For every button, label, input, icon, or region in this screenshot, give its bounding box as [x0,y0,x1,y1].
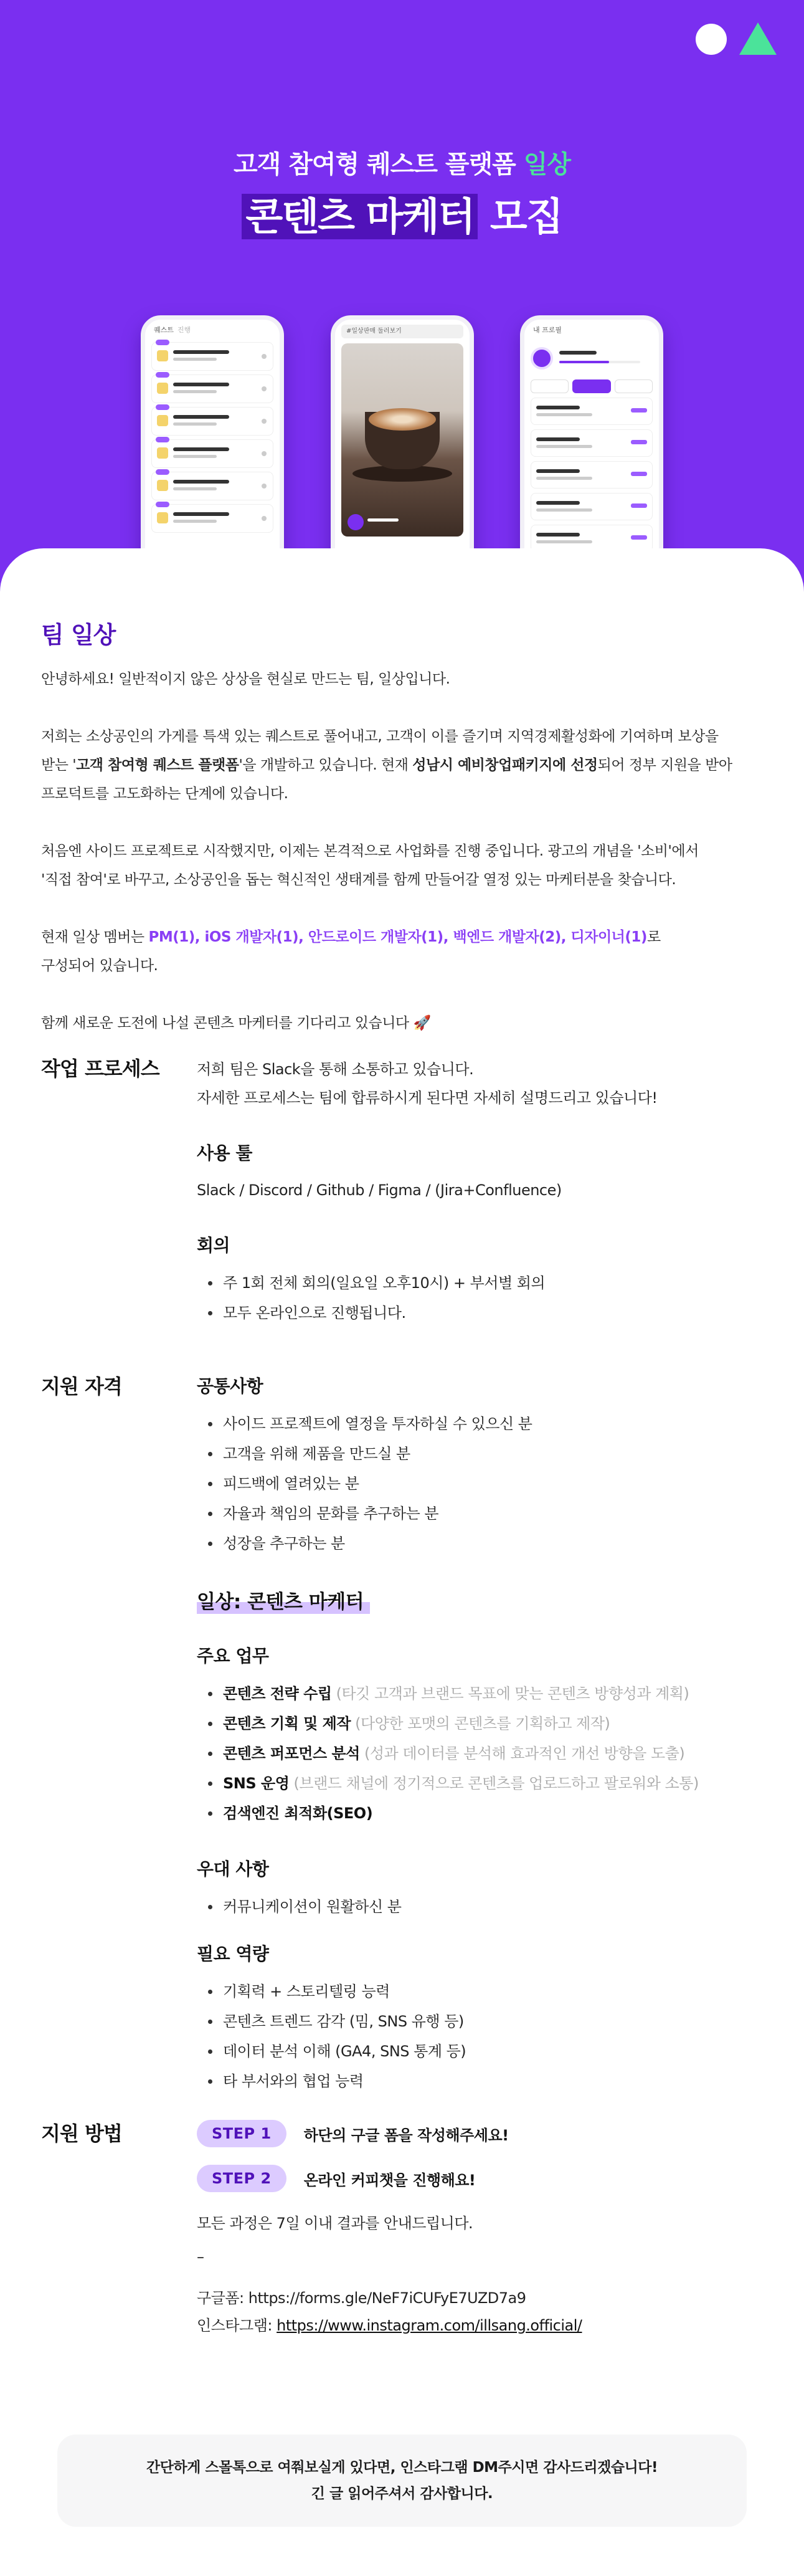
list-item: 고객을 위해 제품을 만드실 분 [197,1439,763,1469]
process-section [41,1055,763,1328]
instagram-line [197,2312,763,2339]
duty-detail: (다양한 포맷의 콘텐츠를 기획하고 제작) [351,1715,610,1732]
close-icon [262,516,267,521]
level-progress-bar [559,361,640,363]
hero-subtitle-text: 고객 참여형 퀘스트 플랫폼 [233,150,524,179]
meeting-list [197,1268,763,1328]
logo-triangle-icon [739,22,777,55]
hero-title-suffix: 모집 [478,194,562,239]
intro-paragraph [41,751,763,780]
list-item: 모두 온라인으로 진행됩니다. [197,1298,763,1328]
profile-summary [531,343,653,374]
list-item: 성장을 추구하는 분 [197,1529,763,1558]
duty-title: 검색엔진 최적화(SEO) [223,1805,373,1822]
list-item [197,1679,763,1709]
duty-detail: (브랜드 채널에 정기적으로 콘텐츠를 업로드하고 팔로워와 소통) [289,1775,699,1792]
preferred-heading: 우대 사항 [197,1859,269,1879]
close-icon [262,419,267,424]
skills-heading: 필요 역량 [197,1944,269,1964]
qualifications-label: 지원 자격 [41,1375,122,1398]
profile-tabs [531,379,653,393]
instagram-label: 인스타그램: [197,2317,277,2334]
list-item: 피드백에 열려있는 분 [197,1469,763,1499]
team-intro [41,665,763,1038]
instagram-link[interactable]: https://www.instagram.com/illsang.official/ [277,2317,582,2334]
list-item: 콘텐츠 트렌드 감각 (밈, SNS 유행 등) [197,2006,763,2036]
list-item: 자율과 책임의 문화를 추구하는 분 [197,1499,763,1529]
duties-heading: 주요 업무 [197,1646,269,1666]
separator-dash: – [197,2248,204,2266]
intro-paragraph: 프로덕트를 고도화하는 단계에 있습니다. [41,786,288,802]
avatar [348,514,364,530]
intro-paragraph: 안녕하세요! 일반적이지 않은 상상을 현실로 만드는 팀, 일상입니다. [41,671,450,687]
step-row [197,2120,763,2147]
apply-notice: 모든 과정은 7일 이내 결과를 안내드립니다. [197,2215,473,2232]
preferred-list [197,1892,763,1922]
step-badge: STEP 2 [197,2165,286,2192]
google-form-line [197,2284,763,2312]
list-item: 커뮤니케이션이 원활하신 분 [197,1892,763,1922]
phone-profile-header: 내 프로필 [533,326,562,334]
avatar [531,347,553,370]
intro-text: 로 [646,929,661,945]
intro-text: 받는 ' [41,757,77,773]
quest-badge-icon [157,350,168,361]
intro-paragraph: 저희는 소상공인의 가게를 특색 있는 퀘스트로 풀어내고, 고객이 이를 즐기며 지역경제활성화에 기여하며 보상을 [41,728,719,745]
step-badge: STEP 1 [197,2120,286,2147]
list-item: 사이드 프로젝트에 열정을 투자하실 수 있으신 분 [197,1409,763,1439]
intro-bold-text: 성남시 예비창업패키지에 선정 [412,757,598,773]
list-item: 주 1회 전체 회의(일요일 오후10시) + 부서별 회의 [197,1268,763,1298]
reward-card [531,493,653,520]
hero-subtitle [0,145,804,180]
phone-mockup-feed [331,315,474,577]
process-line: 자세한 프로세스는 팀에 합류하시게 된다면 자세히 설명드리고 있습니다! [197,1089,658,1107]
step-row [197,2165,763,2192]
tools-heading: 사용 툴 [197,1143,252,1163]
intro-bold-text: 고객 참여형 퀘스트 플랫폼 [76,757,239,773]
quest-badge-icon [157,447,168,459]
close-icon [262,451,267,456]
quest-card [151,439,273,468]
duty-title: SNS 운영 [223,1775,290,1792]
meeting-heading: 회의 [197,1235,230,1256]
tools-list: Slack / Discord / Github / Figma / (Jira+Confluence) [197,1181,562,1199]
list-item [197,1709,763,1739]
footer-note [57,2435,747,2527]
quest-badge-icon [157,383,168,394]
google-form-label: 구글폼: [197,2289,248,2307]
quest-card [151,407,273,436]
duty-title: 콘텐츠 퍼포먼스 분석 [223,1745,360,1762]
apply-label: 지원 방법 [41,2122,122,2145]
duty-detail: (성과 데이터를 분석해 효과적인 개선 방향을 도출) [359,1745,685,1762]
phone-quests-header [145,320,280,338]
reward-card [531,461,653,489]
list-item [197,1739,763,1768]
main-content [0,548,804,2576]
process-label: 작업 프로세스 [41,1057,159,1080]
list-item [197,1798,763,1828]
list-item [197,1768,763,1798]
skills-list [197,1977,763,2096]
quest-badge-icon [157,415,168,426]
qualifications-section [41,1373,763,2096]
intro-text: 되어 정부 지원을 받아 [597,757,732,773]
duty-title: 콘텐츠 전략 수립 [223,1685,332,1702]
hero-title-highlight: 콘텐츠 마케터 [242,194,478,239]
footer-line: 간단하게 스몰톡으로 여쭤보실게 있다면, 인스타그램 DM주시면 감사드리겠습니다! [146,2459,658,2476]
team-heading: 팀 일상 [41,621,116,649]
step-text: 하단의 구글 폼을 작성해주세요! [303,2126,509,2144]
hero-title [0,186,804,241]
phone-mockup-quests [141,315,284,577]
hero-banner [0,0,804,623]
quest-card [151,504,273,533]
step-text: 온라인 커피챗을 진행해요! [303,2171,476,2189]
reward-card [531,398,653,425]
duty-title: 콘텐츠 기획 및 제작 [223,1715,351,1732]
process-line: 저희 팀은 Slack을 통해 소통하고 있습니다. [197,1061,474,1078]
intro-paragraph [41,923,763,952]
footer-line: 긴 글 읽어주셔서 감사합니다. [311,2486,493,2502]
reward-card [531,429,653,457]
team-members-list: PM(1), iOS 개발자(1), 안드로이드 개발자(1), 백엔드 개발자(2), 디자이너(1) [148,929,647,945]
intro-paragraph: 구성되어 있습니다. [41,958,158,974]
hero-subtitle-accent: 일상 [523,150,571,179]
list-item: 데이터 분석 이해 (GA4, SNS 통계 등) [197,2036,763,2066]
coffee-photo [341,343,463,537]
role-heading: 일상: 콘텐츠 마케터 [197,1586,370,1614]
phone-quests-title: 퀘스트 [154,326,174,334]
phone-feed-search: #일상판매 둘러보기 [341,325,463,338]
list-item: 타 부서와의 협업 능력 [197,2066,763,2096]
duties-list [197,1679,763,1828]
quest-badge-icon [157,480,168,491]
intro-paragraph: 처음엔 사이드 프로젝트로 시작했지만, 이제는 본격적으로 사업화를 진행 중입니다. 광고의 개념을 '소비'에서 [41,843,699,859]
close-icon [262,354,267,359]
quest-badge-icon [157,512,168,523]
duty-detail: (타깃 고객과 브랜드 목표에 맞는 콘텐츠 방향성과 계획) [331,1685,689,1702]
intro-text: '을 개발하고 있습니다. 현재 [239,757,413,773]
brand-logo [696,21,777,56]
quest-card [151,342,273,371]
quest-card [151,374,273,403]
common-list [197,1409,763,1558]
intro-paragraph: 함께 새로운 도전에 나설 콘텐츠 마케터를 기다리고 있습니다 🚀 [41,1015,431,1031]
close-icon [262,386,267,391]
apply-section [41,2120,763,2339]
google-form-url[interactable]: https://forms.gle/NeF7iCUFyE7UZD7a9 [248,2289,526,2307]
close-icon [262,484,267,489]
list-item: 기획력 + 스토리텔링 능력 [197,1977,763,2006]
phone-quests-tab: 진행 [177,326,191,334]
phone-mockup-profile [520,315,663,577]
common-heading: 공통사항 [197,1376,263,1396]
quest-card [151,472,273,500]
intro-text: 현재 일상 멤버는 [41,929,149,945]
intro-paragraph: '직접 참여'로 바꾸고, 소상공인을 돕는 혁신적인 생태계를 함께 만들어갈 열정 있는 마케터분을 찾습니다. [41,872,676,888]
logo-circle-icon [696,24,727,55]
